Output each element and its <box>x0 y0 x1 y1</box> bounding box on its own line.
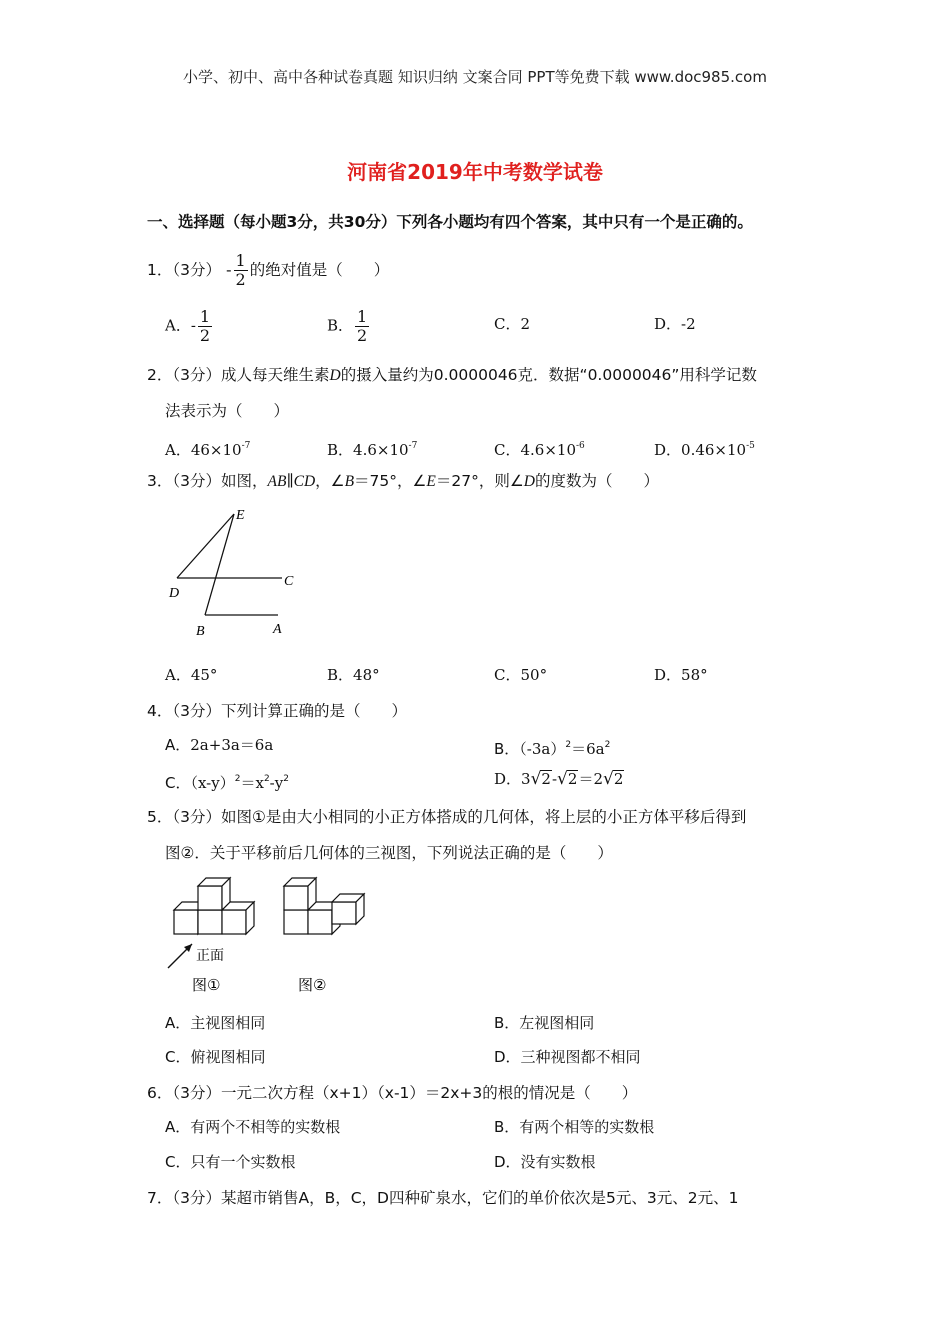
fig1-caption: 图① <box>192 976 221 994</box>
q2-option-c: C．$4.6\times 10^{-6}$ <box>494 441 585 459</box>
q4-option-d: D．3√2-√2＝2√2 <box>494 769 624 789</box>
question-7: 7．（3分）某超市销售A，B，C，D四种矿泉水，它们的单价依次是5元、3元、2元、1 <box>147 1189 739 1207</box>
q1-option-d: D．-2 <box>654 315 696 333</box>
exam-title: 河南省2019年中考数学试卷 <box>347 160 603 184</box>
fig2-caption: 图② <box>298 976 327 994</box>
question-5-line2: 图②．关于平移前后几何体的三视图，下列说法正确的是（ ） <box>165 844 613 862</box>
section-heading: 一、选择题（每小题3分，共30分）下列各小题均有四个答案，其中只有一个是正确的。 <box>147 213 753 231</box>
question-6: 6．（3分）一元二次方程（x+1）（x-1）＝2x+3的根的情况是（ ） <box>147 1084 638 1102</box>
q3-option-d: D．58° <box>654 666 708 684</box>
q1-option-a: A．- $\frac{1}{2}$ <box>165 307 211 345</box>
question-2-line2: 法表示为（ ） <box>165 402 290 420</box>
label-e: E <box>236 508 245 523</box>
label-d: D <box>169 586 180 601</box>
q6-option-a: A．有两个不相等的实数根 <box>165 1118 341 1136</box>
q5-option-d: D．三种视图都不相同 <box>494 1048 641 1066</box>
label-a: A <box>273 622 282 637</box>
q6-option-d: D．没有实数根 <box>494 1153 596 1171</box>
q3-option-c: C．50° <box>494 666 548 684</box>
q3-option-b: B．48° <box>327 666 380 684</box>
question-4: 4．（3分）下列计算正确的是（ ） <box>147 702 408 720</box>
q5-option-b: B．左视图相同 <box>494 1014 595 1032</box>
q4-option-b: B．$(-3a)^2=6a^2$ <box>494 740 611 758</box>
cube-figures <box>160 868 380 998</box>
parallel-lines-figure <box>160 500 310 645</box>
q4-option-c: C．$(x-y)^2=x^2-y^2$ <box>165 774 289 792</box>
q3-option-a: A．45° <box>165 666 218 684</box>
site-header: 小学、初中、高中各种试卷真题 知识归纳 文案合同 PPT等免费下载 www.doc985.com <box>183 68 767 86</box>
question-5: 5．（3分）如图①是由大小相同的小正方体搭成的几何体，将上层的小正方体平移后得到 <box>147 808 747 826</box>
q6-option-b: B．有两个相等的实数根 <box>494 1118 655 1136</box>
q2-option-b: B．$4.6\times 10^{-7}$ <box>327 441 418 459</box>
q5-option-a: A．主视图相同 <box>165 1014 266 1032</box>
q1-option-c: C．2 <box>494 315 531 333</box>
q6-option-c: C．只有一个实数根 <box>165 1153 296 1171</box>
label-b: B <box>196 624 205 639</box>
label-c: C <box>284 574 294 589</box>
front-label: 正面 <box>196 948 224 964</box>
q5-option-c: C．俯视图相同 <box>165 1048 266 1066</box>
question-3: 3．（3分）如图，AB∥CD，∠B＝75°，∠E＝27°，则∠D的度数为（ ） <box>147 472 659 490</box>
q2-option-a: A．$46\times 10^{-7}$ <box>165 441 251 459</box>
q4-option-a: A．2a+3a＝6a <box>165 736 274 754</box>
question-2: 2．（3分）成人每天维生素D的摄入量约为0.0000046克．数据“0.0000046”用科学记数 <box>147 366 757 384</box>
q1-option-b: B． $\frac{1}{2}$ <box>327 307 368 345</box>
q2-option-d: D．$0.46\times 10^{-5}$ <box>654 441 755 459</box>
question-1: 1．（3分） - $\frac{1}{2}$ 的绝对值是（ ） <box>147 251 390 289</box>
